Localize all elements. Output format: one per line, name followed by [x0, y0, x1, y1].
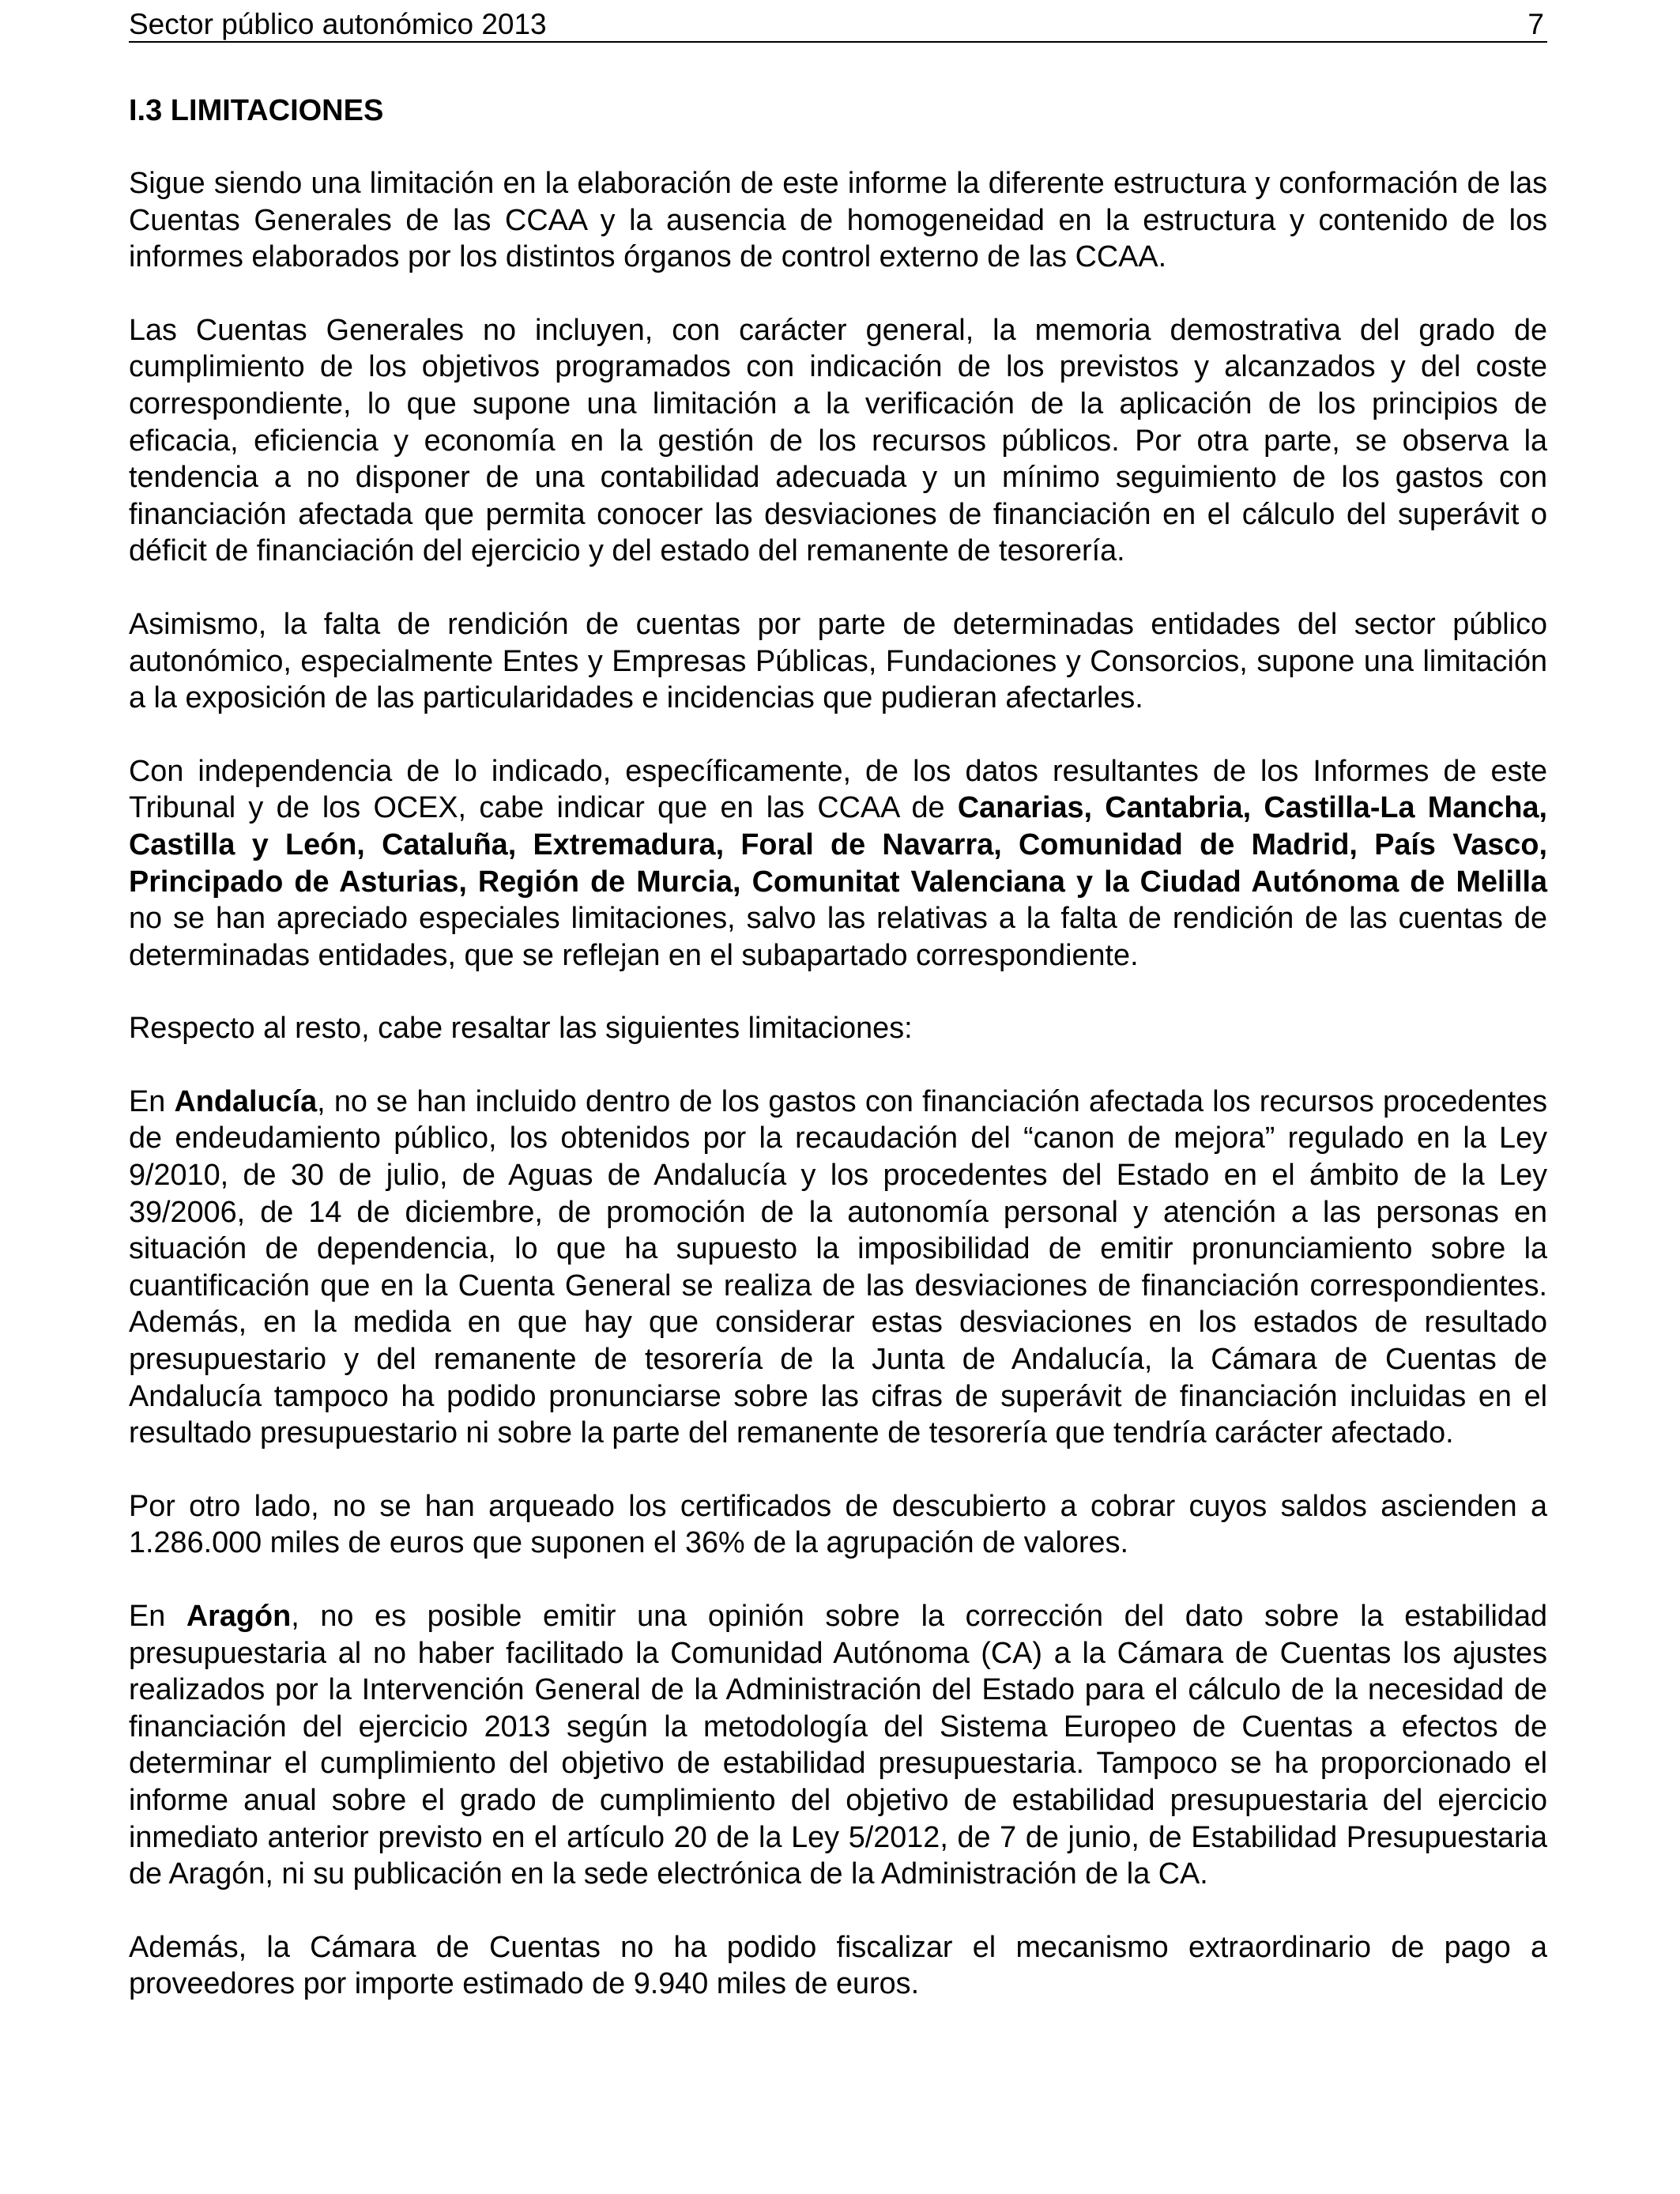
paragraph-9: Además, la Cámara de Cuentas no ha podido fiscalizar el mecanismo extraordinario de pago a proveedores por importe estimado de 9.940 miles de euros. [129, 1930, 1547, 2001]
paragraph-1: Sigue siendo una limitación en la elaboración de este informe la diferente estructura y conformación de las Cuentas Generales de las CCAA y la ausencia de homogeneidad en la estructura y contenido de los informes elaborados por los distintos órganos de control externo de las CCAA. [129, 167, 1547, 274]
region-aragon: Aragón [186, 1600, 292, 1633]
region-andalucia: Andalucía [174, 1084, 318, 1118]
paragraph-3: Asimismo, la falta de rendición de cuentas por parte de determinadas entidades del sector público autonómico, especialmente Entes y Empresas Públicas, Fundaciones y Consorcios, supone una limitación a la exposición de las particularidades e incidencias que pudieran afectarles. [129, 607, 1547, 715]
paragraph-andalucia [129, 1084, 1547, 1452]
paragraph-2: Las Cuentas Generales no incluyen, con carácter general, la memoria demostrativa del grado de cumplimiento de los objetivos programados con indicación de los previstos y alcanzados y del coste correspondiente, lo que supone una limitación a la verificación de la aplicación de los principios de eficacia, eficiencia y economía en la gestión de los recursos públicos. Por otra parte, se observa la tendencia a no disponer de una contabilidad adecuada y un mínimo seguimiento de los gastos con financiación afectada que permita conocer las desviaciones de financiación en el cálculo del superávit o déficit de financiación del ejercicio y del estado del remanente de tesorería. [129, 313, 1547, 568]
body-text [129, 165, 1547, 2039]
ccaa-without-limitations: Canarias, Cantabria, Castilla-La Mancha, Castilla y León, Cataluña, Extremadura, Foral de Navarra, Comunidad de Madrid, País Vasco, Principado de Asturias, Región de Murcia, Comunitat Valenciana y la Ciudad Autónoma de Melilla [129, 791, 1548, 899]
running-header [129, 8, 1547, 43]
paragraph-4 [129, 753, 1547, 974]
paragraph-aragon [129, 1598, 1547, 1893]
paragraph-4-rest: no se han apreciado especiales limitaciones, salvo las relativas a la falta de rendición de las cuentas de determinadas entidades, que se reflejan en el subapartado correspondiente. [129, 902, 1547, 972]
paragraph-7: Por otro lado, no se han arqueado los certificados de descubierto a cobrar cuyos saldos ascienden a 1.286.000 miles de euros que suponen el 36% de la agrupación de valores. [129, 1489, 1547, 1560]
paragraph-5: Respecto al resto, cabe resaltar las siguientes limitaciones: [129, 1012, 913, 1046]
section-heading: I.3 LIMITACIONES [129, 94, 384, 127]
paragraph-4-intro: Con independencia de lo indicado, específicamente, de los datos resultantes de los Informes de este Tribunal y de los OCEX, cabe indicar que en las CCAA de [129, 754, 1547, 825]
paragraph-aragon-intro: En [129, 1600, 186, 1633]
paragraph-andalucia-rest: , no se han incluido dentro de los gastos con financiación afectada los recursos procedentes de endeudamiento público, los obtenidos por la recaudación del “canon de mejora” regulado en la Ley 9/2010, de 30 de julio, de Aguas de Andalucía y los procedentes del Estado en el ámbito de la Ley 39/2006, de 14 de diciembre, de promoción de la autonomía personal y atención a las personas en situación de dependencia, lo que ha supuesto la imposibilidad de emitir pronunciamiento sobre la cuantificación que en la Cuenta General se realiza de las desviaciones de financiación correspondientes. Además, en la medida en que hay que considerar estas desviaciones en los estados de resultado presupuestario y del remanente de tesorería de la Junta de Andalucía, la Cámara de Cuentas de Andalucía tampoco ha podido pronunciarse sobre las cifras de superávit de financiación incluidas en el resultado presupuestario ni sobre la parte del remanente de tesorería que tendría carácter afectado. [129, 1084, 1547, 1450]
paragraph-andalucia-intro: En [129, 1084, 175, 1118]
running-title: Sector público autonómico 2013 [129, 8, 547, 40]
paragraph-aragon-rest: , no es posible emitir una opinión sobre la corrección del dato sobre la estabilidad presupuestaria al no haber facilitado la Comunidad Autónoma (CA) a la Cámara de Cuentas los ajustes realizados por la Intervención General de la Administración del Estado para el cálculo de la necesidad de financiación del ejercicio 2013 según la metodología del Sistema Europeo de Cuentas a efectos de determinar el cumplimiento del objetivo de estabilidad presupuestaria. Tampoco se ha proporcionado el informe anual sobre el grado de cumplimiento del objetivo de estabilidad presupuestaria del ejercicio inmediato anterior previsto en el artículo 20 de la Ley 5/2012, de 7 de junio, de Estabilidad Presupuestaria de Aragón, ni su publicación en la sede electrónica de la Administración de la CA. [129, 1600, 1547, 1891]
page-number: 7 [1527, 8, 1544, 40]
